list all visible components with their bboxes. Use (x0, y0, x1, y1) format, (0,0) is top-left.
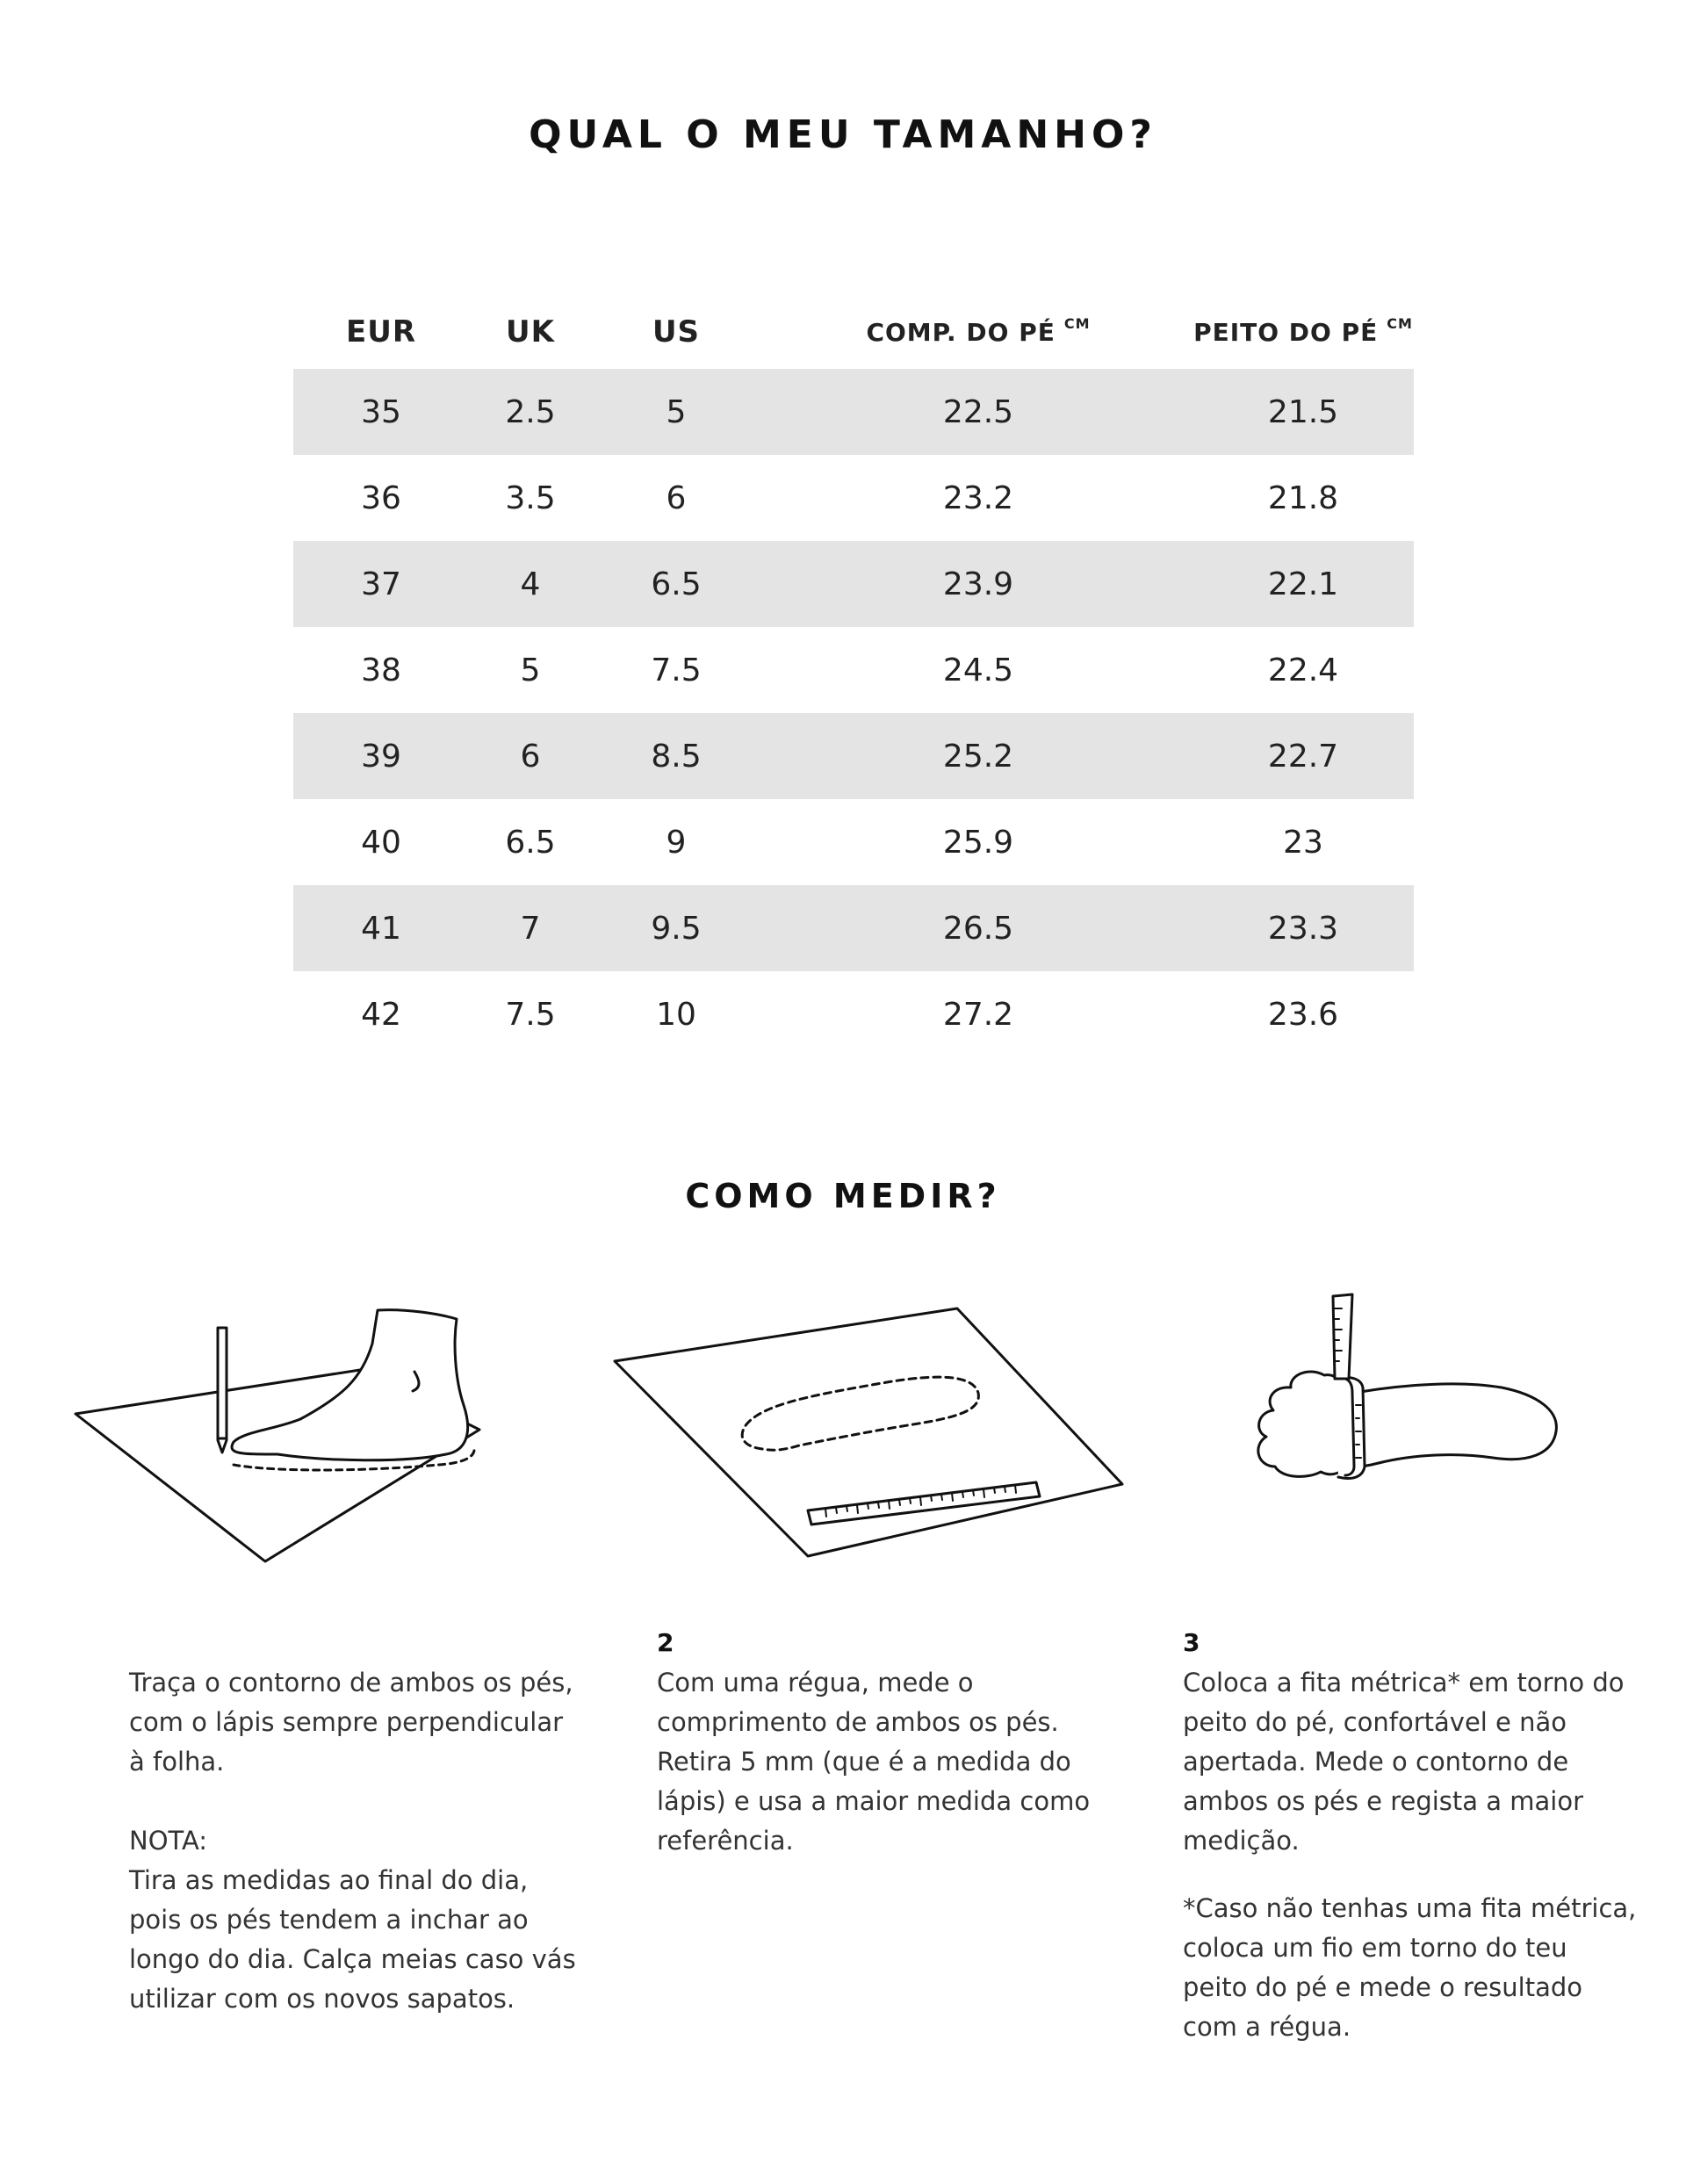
cell-foot-length: 25.2 (942, 738, 1014, 775)
step-1-text: Traça o contorno de ambos os pés, com o lápis sempre perpendicular à folha. (129, 1668, 573, 1777)
cell-eur: 42 (361, 996, 401, 1033)
cell-instep: 23.6 (1267, 996, 1339, 1033)
table-row (293, 799, 1414, 885)
step-1-note-label: NOTA: (129, 1826, 208, 1856)
table-row (293, 541, 1414, 627)
step-3-number: 3 (1183, 1628, 1200, 1657)
header-foot-length (847, 295, 1110, 369)
cell-us: 10 (656, 996, 696, 1033)
header-uk: UK (506, 314, 555, 350)
cell-foot-length: 24.5 (942, 652, 1014, 688)
cell-foot-length: 26.5 (942, 910, 1014, 947)
cell-eur: 38 (361, 652, 401, 688)
cell-foot-length: 27.2 (942, 996, 1014, 1033)
cell-foot-length: 22.5 (942, 393, 1014, 430)
page-title: QUAL O MEU TAMANHO? (529, 112, 1157, 157)
size-table (293, 295, 1414, 1057)
cell-us: 7.5 (651, 652, 702, 688)
cell-uk: 6.5 (505, 824, 556, 861)
header-eur: EUR (345, 314, 416, 350)
cell-uk: 2.5 (505, 393, 556, 430)
cell-uk: 3.5 (505, 479, 556, 516)
step-2-number: 2 (657, 1628, 674, 1657)
step-3 (1183, 1623, 1639, 2047)
cell-us: 9.5 (651, 910, 702, 947)
step-1-note-text: Tira as medidas ao final do dia, pois os pés tendem a inchar ao longo do dia. Calça meias caso vás utilizar com os novos sapatos. (129, 1865, 576, 2014)
cell-instep: 22.7 (1267, 738, 1339, 775)
header-us: US (652, 314, 701, 350)
foot-tracing-illustration (70, 1291, 492, 1572)
table-row (293, 455, 1414, 541)
cell-uk: 7 (520, 910, 541, 947)
cell-eur: 35 (361, 393, 401, 430)
cell-eur: 36 (361, 479, 401, 516)
cell-instep: 23.3 (1267, 910, 1339, 947)
size-table-header (293, 295, 1414, 369)
step-3-text: Coloca a fita métrica* em torno do peito do pé, confortável e não apertada. Mede o contorno de ambos os pés e regista a maior medição. (1183, 1668, 1625, 1856)
cell-us: 9 (666, 824, 687, 861)
cell-foot-length: 23.2 (942, 479, 1014, 516)
header-instep (1171, 295, 1435, 369)
ruler-measure-illustration (606, 1291, 1133, 1572)
cell-uk: 5 (520, 652, 541, 688)
table-row (293, 369, 1414, 455)
cell-us: 8.5 (651, 738, 702, 775)
cell-uk: 4 (520, 566, 541, 602)
cell-us: 6.5 (651, 566, 702, 602)
cell-us: 5 (666, 393, 687, 430)
table-row (293, 885, 1414, 971)
cell-uk: 6 (520, 738, 541, 775)
unit-label: CM (1387, 314, 1413, 332)
cell-us: 6 (666, 479, 687, 516)
table-row (293, 713, 1414, 799)
cell-uk: 7.5 (505, 996, 556, 1033)
cell-eur: 39 (361, 738, 401, 775)
table-row (293, 971, 1414, 1057)
cell-eur: 40 (361, 824, 401, 861)
cell-foot-length: 25.9 (942, 824, 1014, 861)
cell-instep: 22.4 (1267, 652, 1339, 688)
cell-eur: 37 (361, 566, 401, 602)
step-1 (129, 1663, 586, 2019)
table-row (293, 627, 1414, 713)
step-2-text: Com uma régua, mede o comprimento de ambos os pés. Retira 5 mm (que é a medida do lápis) e usa a maior medida como referência. (657, 1668, 1091, 1856)
header-foot-length-label: COMP. DO PÉ (866, 317, 1056, 347)
tape-measure-illustration (1203, 1291, 1589, 1528)
step-2 (657, 1623, 1113, 1861)
step-3-footnote: *Caso não tenhas uma fita métrica, coloca um fio em torno do teu peito do pé e mede o resultado com a régua. (1183, 1893, 1637, 2042)
unit-label: CM (1063, 314, 1091, 332)
cell-eur: 41 (361, 910, 401, 947)
cell-instep: 21.8 (1267, 479, 1339, 516)
cell-instep: 21.5 (1267, 393, 1339, 430)
cell-instep: 22.1 (1267, 566, 1339, 602)
cell-instep: 23 (1283, 824, 1323, 861)
cell-foot-length: 23.9 (942, 566, 1014, 602)
header-instep-label: PEITO DO PÉ (1193, 317, 1379, 347)
how-to-measure-title: COMO MEDIR? (685, 1177, 1001, 1215)
